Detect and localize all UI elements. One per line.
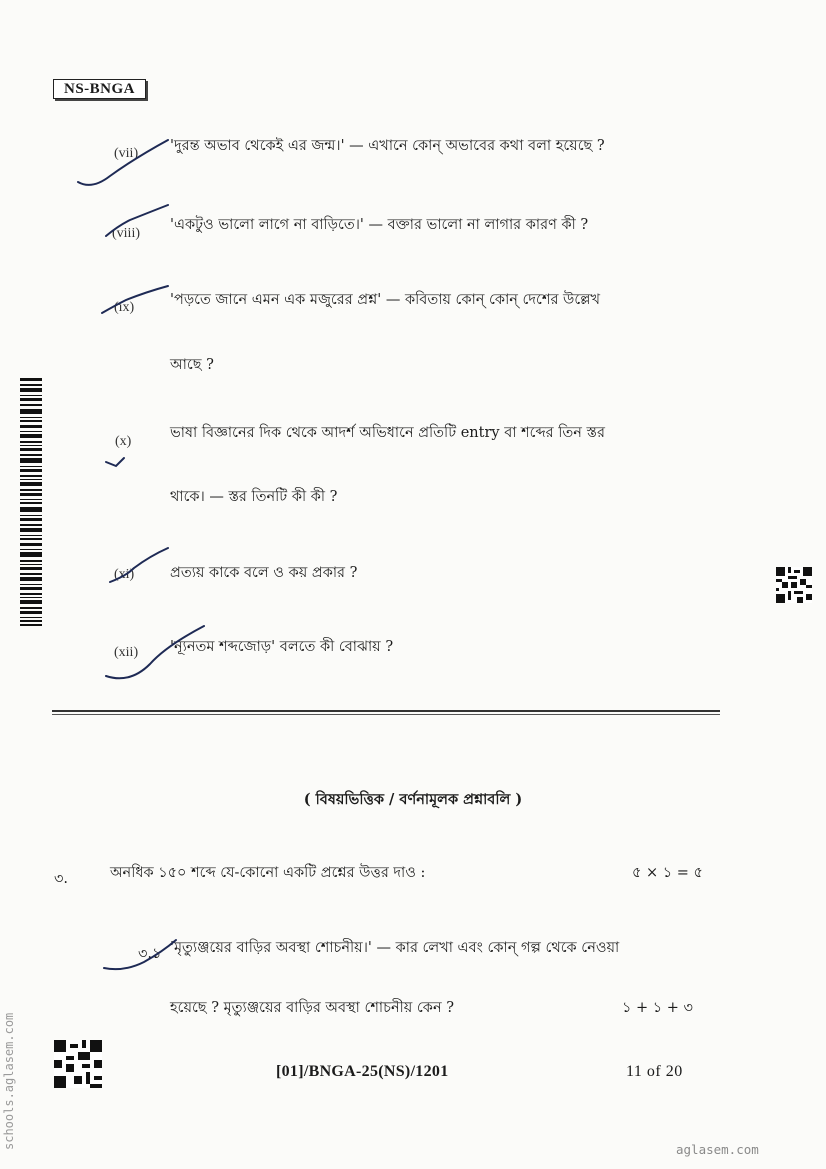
question-3-1-marks: ১ + ১ + ৩ [622,1000,693,1016]
question-text-vii: 'দুরন্ত অভাব থেকেই এর জন্ম।' — এখানে কোন্ অভাবের কথা বলা হয়েছে ? [170,138,605,154]
section-title: ( বিষয়ভিত্তিক / বর্ণনামূলক প্রশ্নাবলি ) [303,791,523,808]
question-text-xii: 'ন্যূনতম শব্দজোড়' বলতে কী বোঝায় ? [170,639,394,655]
tick-mark-x [106,458,124,466]
barcode-icon [20,378,42,626]
question-3-1-text: 'মৃত্যুঞ্জয়ের বাড়ির অবস্থা শোচনীয়।' — কার লেখা এবং কোন্ গল্প থেকে নেওয়া [170,940,620,956]
question-3-1-number: ৩.১ [138,946,162,962]
question-3-1-text-cont: হয়েছে ? মৃত্যুঞ্জয়ের বাড়ির অবস্থা শোচনীয় কেন ? [170,1000,454,1016]
question-text-ix-cont: আছে ? [170,357,214,373]
question-number-xii: (xii) [114,645,139,660]
tick-mark-ix [102,286,168,313]
qr-code-icon [776,566,812,604]
question-text-ix: 'পড়তে জানে এমন এক মজুরের প্রশ্ন' — কবিতায় কোন্ কোন্ দেশের উল্লেখ [170,292,600,308]
corner-watermark: aglasem.com [676,1142,759,1157]
side-watermark: schools.aglasem.com [2,1012,16,1150]
question-number-vii: (vii) [114,146,139,161]
question-text-x: ভাষা বিজ্ঞানের দিক থেকে আদর্শ অভিধানে প্রতিটি entry বা শব্দের তিন স্তর [170,425,605,441]
question-number-viii: (viii) [112,226,140,241]
question-text-x-cont: থাকে। — স্তর তিনটি কী কী ? [170,489,338,505]
question-3-marks: ৫ × ১ = ৫ [632,865,703,881]
paper-code: NS-BNGA [64,81,136,97]
section-divider-thin [52,714,720,715]
qr-code-footer-icon [54,1040,102,1088]
question-3-text: অনধিক ১৫০ শব্দে যে-কোনো একটি প্রশ্নের উত্তর দাও : [110,865,426,881]
question-text-xi: প্রত্যয় কাকে বলে ও কয় প্রকার ? [170,565,358,581]
paper-code-box [53,79,146,99]
footer-paper-code: [01]/BNGA-25(NS)/1201 [276,1063,449,1080]
page-number: 11 of 20 [626,1063,683,1080]
question-number-x: (x) [115,434,132,449]
question-number-ix: (ix) [114,300,135,315]
question-number-xi: (xi) [114,567,135,582]
question-text-viii: 'একটুও ভালো লাগে না বাড়িতে।' — বক্তার ভালো না লাগার কারণ কী ? [170,217,589,233]
question-3-number: ৩. [54,871,69,887]
section-divider [52,710,720,712]
